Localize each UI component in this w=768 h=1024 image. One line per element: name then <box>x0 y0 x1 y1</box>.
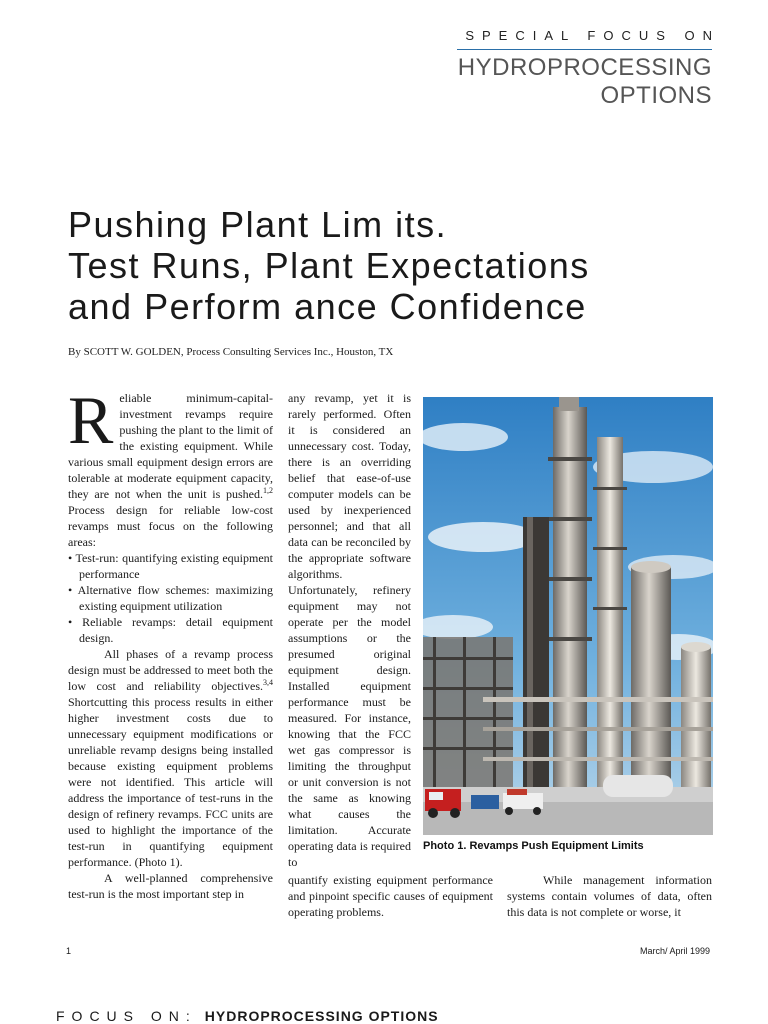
article-title-line: Pushing Plant Lim its. <box>68 204 448 245</box>
article-title <box>68 204 708 327</box>
section-title-line: OPTIONS <box>600 82 712 109</box>
column-2 <box>288 390 411 870</box>
footer-banner <box>56 1008 439 1024</box>
list-item: • Test-run: quantifying existing equipment performance <box>68 550 273 582</box>
section-header <box>457 28 720 110</box>
body-paragraph: any revamp, yet it is rarely performed. Often it is considered an unnecessary cost. Today, there is an overriding belief that ease-of-use computer models can be used by inexperienced personnel; and that all data can be reconciled by the appropriate software algorithms. Unfortunately, refinery equipment may not operate per the model assumptions or the presumed original equipment design. Installed equipment performance must be measured. For instance, knowing that the FCC wet gas compressor is limiting the throughput or unit conversion is not the same as knowing what causes the limitation. Accurate operating data is required to <box>288 391 411 869</box>
focus-areas-list <box>68 550 273 646</box>
intro-paragraph <box>68 382 273 550</box>
section-title-line: HYDROPROCESSING <box>457 54 712 81</box>
article-title-line: and Perform ance Confidence <box>68 286 587 327</box>
article-title-line: Test Runs, Plant Expectations <box>68 245 590 286</box>
footer-topic: HYDROPROCESSING OPTIONS <box>204 1008 439 1024</box>
column-1 <box>68 382 274 902</box>
body-paragraph: While management information systems contain volumes of data, often this data is not complete or worse, it <box>507 873 712 919</box>
byline: By SCOTT W. GOLDEN, Process Consulting Services Inc., Houston, TX <box>68 346 394 358</box>
special-focus-label: SPECIAL FOCUS ON <box>465 28 720 43</box>
paragraph-text: All phases of a revamp process design must be addressed to meet both the low cost and reliability objectives. <box>68 647 273 693</box>
section-title <box>457 54 712 110</box>
body-paragraph: quantify existing equipment performance and pinpoint specific causes of equipment operating problems. <box>288 873 493 919</box>
column-3b <box>507 872 712 920</box>
page-number: 1 <box>66 946 72 956</box>
paragraph-text: Process design for reliable low-cost revamps must focus on the following areas: <box>68 503 273 549</box>
drop-cap: R <box>68 382 114 458</box>
body-paragraph <box>68 646 273 870</box>
footer-label: FOCUS ON: <box>56 1008 197 1024</box>
paragraph-text: eliable minimum-capital-investment revamps require pushing the plant to the limit of the existing equipment. While various small equipment design errors are tolerable at moderate equipment capacity, they are not when the unit is pushed. <box>68 391 273 501</box>
body-paragraph: A well-planned comprehensive test-run is the most important step in <box>68 871 273 901</box>
citation: 3,4 <box>263 678 273 687</box>
paragraph-text: Shortcutting this process results in either higher investment costs due to unnecessary equipment modifications or unreliable revamp designs being installed because existing equipment problems were not identified. This article will address the importance of test-runs in the design of refinery revamps. FCC units are used to highlight the importance of the test-run in quantifying equipment performance. (Photo 1). <box>68 695 273 869</box>
refinery-photo <box>423 397 713 835</box>
list-item: • Alternative flow schemes: maximizing existing equipment utilization <box>68 582 273 614</box>
citation: 1,2 <box>263 486 273 495</box>
header-divider <box>457 49 712 50</box>
list-item: • Reliable revamps: detail equipment design. <box>68 614 273 646</box>
column-3a <box>288 872 493 920</box>
photo-caption: Photo 1. Revamps Push Equipment Limits <box>423 840 644 852</box>
issue-date: March/ April 1999 <box>639 946 710 956</box>
